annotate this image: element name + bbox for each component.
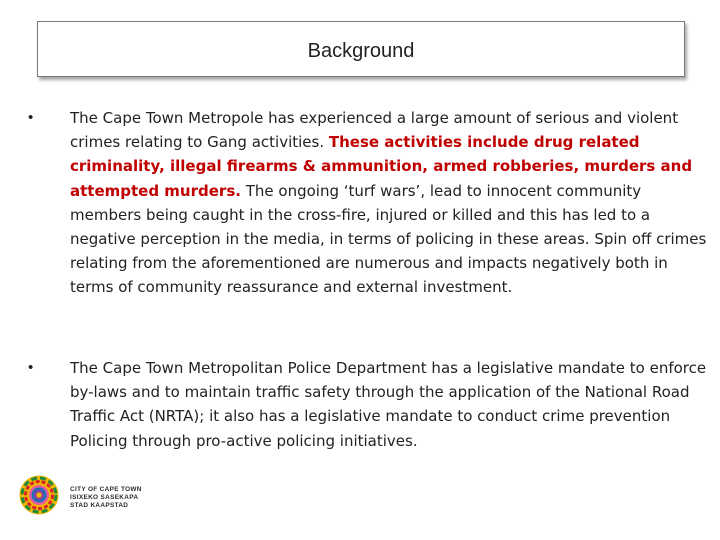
slide-title-box xyxy=(37,21,685,77)
bullet-text-plain: The Cape Town Metropole has experienced a large amount of serious and violent crimes relating to Gang activities. xyxy=(70,109,679,152)
bullet-marker: • xyxy=(28,359,34,376)
bullet-text-1 xyxy=(70,106,710,300)
city-of-cape-town-logo xyxy=(18,474,142,516)
slide-title: Background xyxy=(307,39,415,62)
bullet-text-plain-continued: The ongoing ‘turf wars’, lead to innocent community members being caught in the cross-fire, injured or killed and this has led to a negative perception in the media, in terms of policing in these areas. Spin off crimes relating from the aforementioned are numerous and impacts negatively both in terms of community reassurance and external investment. xyxy=(70,181,707,297)
logo-text-line-2: ISIXEKO SASEKAPA xyxy=(70,493,139,501)
bullet-text-2: The Cape Town Metropolitan Police Department has a legislative mandate to enforce by-laws and to maintain traffic safety through the application of the National Road Traffic Act (NRTA); it also has a legislative mandate to conduct crime prevention Policing through pro-active policing initiatives. xyxy=(70,359,707,450)
city-emblem-icon xyxy=(18,474,60,516)
bullet-marker: • xyxy=(28,109,34,126)
bullet-text-highlight: These activities include drug related criminality, illegal firearms & ammunition, armed robberies, murders and attempted murders. xyxy=(70,133,693,200)
logo-text-line-3: STAD KAAPSTAD xyxy=(70,502,129,510)
logo-text-line-1: CITY OF CAPE TOWN xyxy=(70,485,142,493)
